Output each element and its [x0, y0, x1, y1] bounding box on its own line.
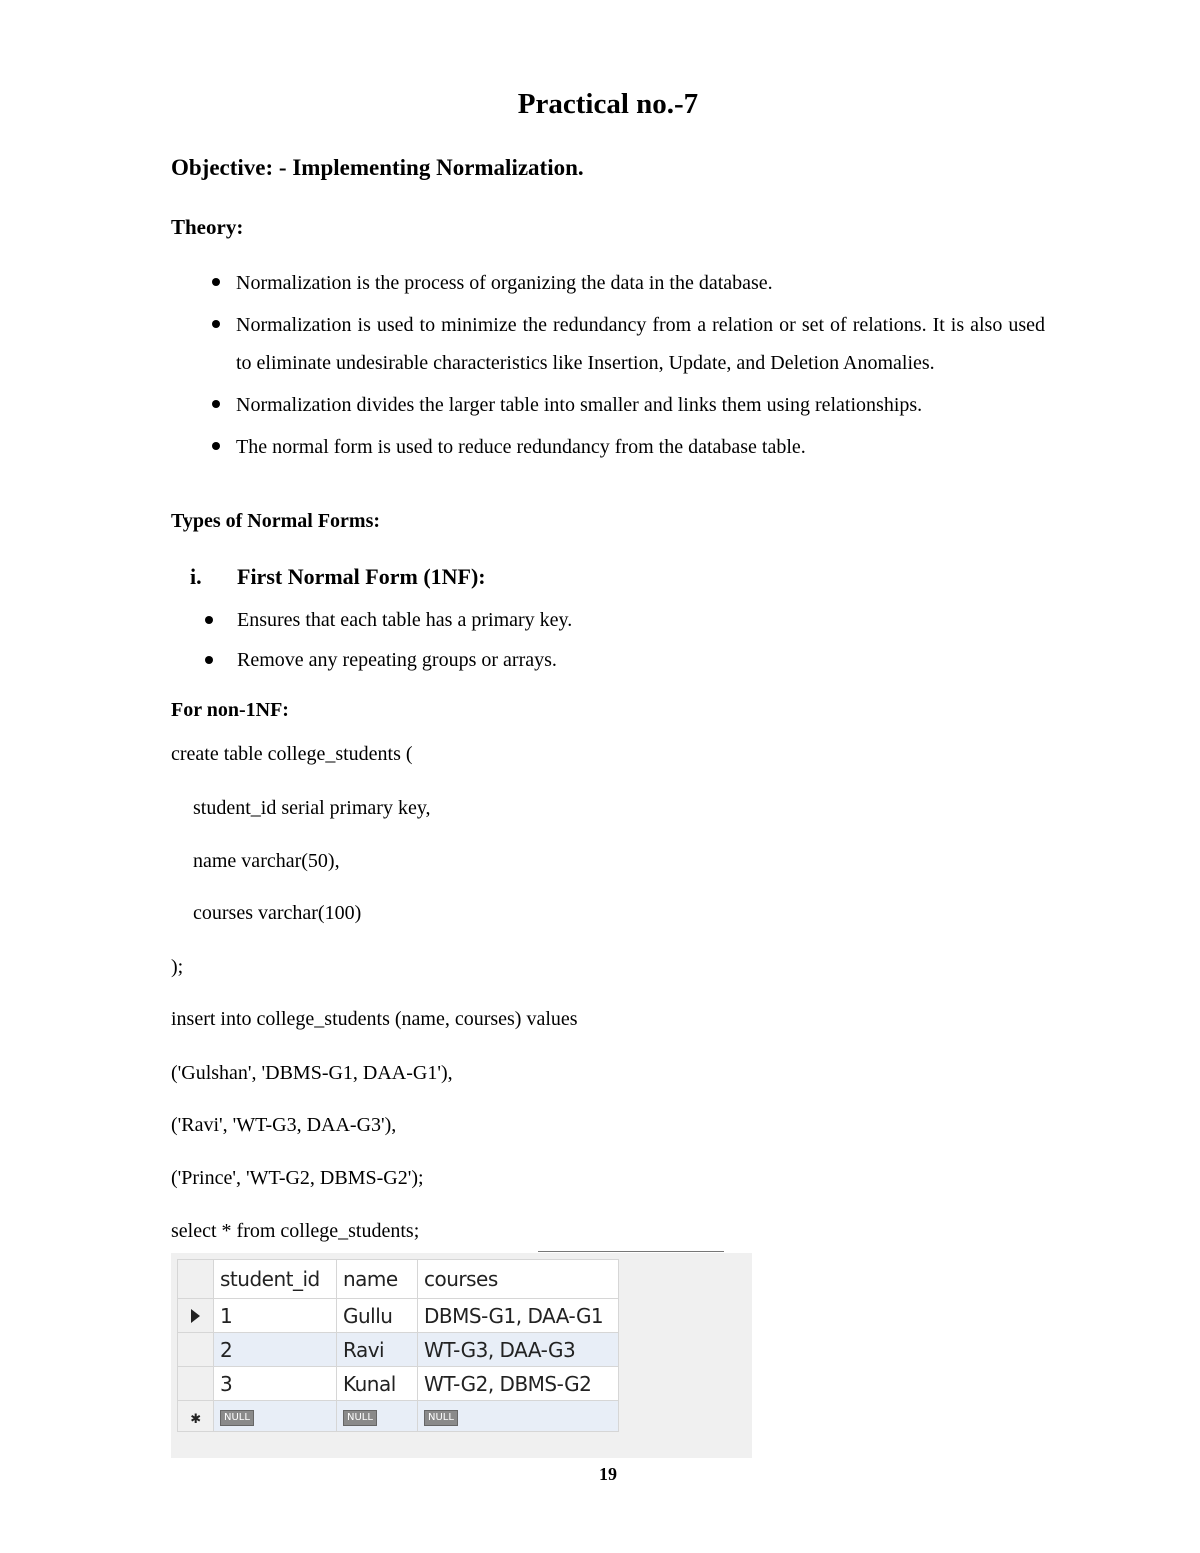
code-line: ('Gulshan', 'DBMS-G1, DAA-G1'), — [171, 1062, 453, 1084]
theory-bullet-list — [236, 264, 1045, 470]
table-cell[interactable]: 3 — [214, 1367, 337, 1401]
code-line: create table college_students ( — [171, 743, 413, 765]
column-header-courses[interactable]: courses — [418, 1260, 619, 1299]
code-line: courses varchar(100) — [193, 902, 362, 924]
table-row[interactable] — [178, 1299, 619, 1333]
first-nf-bullet: Remove any repeating groups or arrays. — [237, 644, 572, 676]
theory-bullet: Normalization is used to minimize the redundancy from a relation or set of relations. It is also used to eliminate undesirable characteristics like Insertion, Update, and Deletion Anomalies. — [236, 306, 1045, 382]
code-line: ('Ravi', 'WT-G3, DAA-G3'), — [171, 1114, 397, 1136]
row-selector-header — [178, 1260, 214, 1299]
column-header-student-id[interactable]: student_id — [214, 1260, 337, 1299]
null-badge: NULL — [424, 1410, 458, 1426]
current-row-arrow-icon — [191, 1309, 200, 1323]
table-cell[interactable]: Ravi — [337, 1333, 418, 1367]
first-nf-heading — [190, 564, 486, 590]
divider — [538, 1251, 724, 1252]
table-row[interactable] — [178, 1367, 619, 1401]
objective-heading: Objective: - Implementing Normalization. — [171, 155, 584, 180]
row-selector[interactable] — [178, 1367, 214, 1401]
null-badge: NULL — [220, 1410, 254, 1426]
table-cell[interactable] — [337, 1401, 418, 1432]
page-title: Practical no.-7 — [517, 88, 699, 120]
row-selector[interactable] — [178, 1401, 214, 1432]
first-nf-numeral: i. — [190, 564, 202, 589]
table-cell[interactable] — [418, 1401, 619, 1432]
null-badge: NULL — [343, 1410, 377, 1426]
new-row[interactable] — [178, 1401, 619, 1432]
grid-header-row — [178, 1260, 619, 1299]
row-selector[interactable] — [178, 1333, 214, 1367]
non-1nf-heading: For non-1NF: — [171, 699, 289, 721]
table-row[interactable] — [178, 1333, 619, 1367]
types-heading: Types of Normal Forms: — [171, 510, 381, 532]
table-cell[interactable] — [214, 1401, 337, 1432]
table-cell[interactable]: 1 — [214, 1299, 337, 1333]
new-row-star-icon: ✱ — [190, 1412, 201, 1427]
theory-bullet: Normalization divides the larger table into smaller and links them using relationships. — [236, 386, 1045, 424]
code-line: ); — [171, 956, 184, 978]
first-nf-bullet-list — [237, 604, 572, 684]
theory-bullet: Normalization is the process of organizing the data in the database. — [236, 264, 1045, 302]
column-header-name[interactable]: name — [337, 1260, 418, 1299]
table-cell[interactable]: Gullu — [337, 1299, 418, 1333]
code-line: select * from college_students; — [171, 1220, 420, 1242]
result-grid-screenshot — [171, 1253, 752, 1458]
table-cell[interactable]: 2 — [214, 1333, 337, 1367]
code-line: insert into college_students (name, courses) values — [171, 1008, 578, 1030]
code-line: name varchar(50), — [193, 850, 340, 872]
row-selector[interactable] — [178, 1299, 214, 1333]
code-line: ('Prince', 'WT-G2, DBMS-G2'); — [171, 1167, 424, 1189]
first-nf-bullet: Ensures that each table has a primary key. — [237, 604, 572, 636]
table-cell[interactable]: Kunal — [337, 1367, 418, 1401]
theory-bullet: The normal form is used to reduce redundancy from the database table. — [236, 428, 1045, 466]
theory-heading: Theory: — [171, 215, 244, 239]
table-cell[interactable]: WT-G3, DAA-G3 — [418, 1333, 619, 1367]
code-line: student_id serial primary key, — [193, 797, 431, 819]
result-grid — [177, 1259, 619, 1432]
table-cell[interactable]: DBMS-G1, DAA-G1 — [418, 1299, 619, 1333]
page-number: 19 — [599, 1464, 617, 1484]
first-nf-title: First Normal Form (1NF): — [237, 564, 486, 589]
table-cell[interactable]: WT-G2, DBMS-G2 — [418, 1367, 619, 1401]
